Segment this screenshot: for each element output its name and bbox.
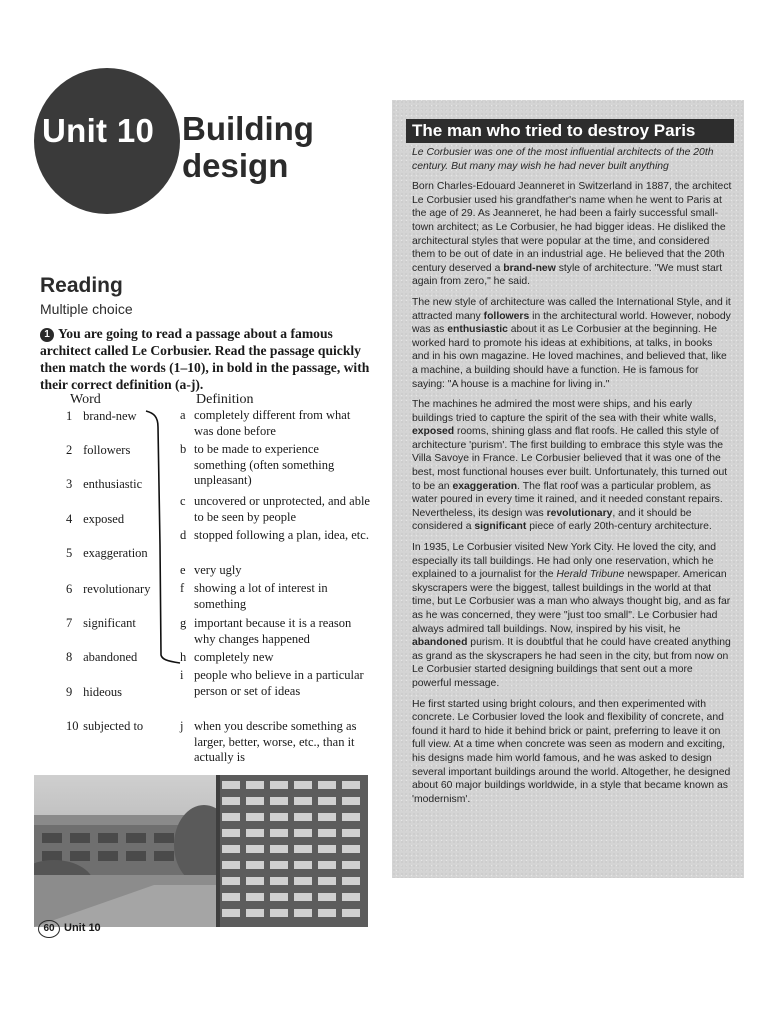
word-item: 4 exposed (66, 512, 125, 526)
article-body (412, 146, 732, 813)
bold-word: revolutionary (546, 507, 613, 519)
section-subheading: Multiple choice (40, 301, 133, 317)
bold-word: exposed (412, 426, 455, 438)
unit-title-line1: Building (182, 110, 314, 147)
definition-item: g important because it is a reason why changes happened (180, 616, 352, 646)
bold-word: significant (474, 521, 527, 533)
word-item: 10 subjected to (66, 719, 144, 733)
definition-item: f showing a lot of interest in something (180, 581, 328, 611)
article-paragraph: The new style of architecture was called the International Style, and it attracted many followers in the architectural world. However, nobody was as enthusiastic about it as Le Corbusier at the beginning. He worked hard to promote his ideas at exhibitions, at talks, in books and in his own magazine. He loved machines, and believed that, like a machine, a building should have a function. He is famous for saying: "A house is a machine for living in." (412, 296, 731, 390)
word-item: 8 abandoned (66, 650, 138, 664)
word-item: 5 exaggeration (66, 546, 148, 560)
footer-unit-label: Unit 10 (64, 922, 101, 934)
bold-word: enthusiastic (447, 324, 508, 336)
article-title: The man who tried to destroy Paris (406, 119, 734, 143)
article-paragraph: He first started using bright colours, and then experimented with concrete. Le Corbusier loved the look and flexibility of concrete, and found it hard to hide it behind brick or paint, preferring to leave it on full view. At a time when concrete was seen as modern and exciting, his designs made him world famous, and he was asked to design several important buildings around the world. Altogether, he designed about 60 major buildings worldwide, in a style that became known as 'modernism'. (412, 698, 731, 805)
definition-item: c uncovered or unprotected, and able to be seen by people (180, 494, 370, 524)
definition-item: a completely different from what was done before (180, 408, 351, 438)
newspaper-name: Herald Tribune (556, 569, 625, 581)
definition-item: e very ugly (180, 563, 242, 577)
article-paragraph: The machines he admired the most were ships, and his early buildings tried to capture the spirit of the sea with their white walls, exposed rooms, shining glass and flat roofs. He called this style of architecture 'purism'. The first building to embrace this style was the Villa Savoye in France. Le Corbusier believed that it was one of the best, most functional houses ever built. Unfortunately, this turned out to be an exaggeration. The flat roof was a particular problem, as water poured in every time it rained, and it needed constant repairs. Nevertheless, its design was revolutionary, and it should be considered a significant piece of early 20th-century architecture. (412, 399, 728, 533)
task-instructions (40, 325, 370, 393)
page-footer (38, 920, 101, 938)
definition-item: b to be made to experience something (often something unpleasant) (180, 442, 335, 487)
definition-column-header: Definition (196, 392, 254, 407)
word-column-header: Word (70, 392, 101, 407)
task-text: You are going to read a passage about a famous architect called Le Corbusier. Read the passage quickly then match the words (1–10), in bold in the passage, with their correct definition (a-j). (40, 326, 370, 392)
bold-word: abandoned (412, 637, 468, 649)
word-item: 3 enthusiastic (66, 477, 143, 491)
word-item: 2 followers (66, 443, 131, 457)
definition-item: i people who believe in a particular person or set of ideas (180, 668, 364, 698)
word-item: 1 brand-new (66, 409, 137, 423)
word-item: 9 hideous (66, 685, 123, 699)
unit-title-line2: design (182, 147, 289, 184)
word-item: 6 revolutionary (66, 582, 151, 596)
page-number: 60 (38, 920, 60, 938)
bold-word: brand-new (503, 262, 556, 274)
unit-label: Unit 10 (42, 112, 155, 149)
building-photo (34, 775, 368, 927)
bold-word: exaggeration (452, 480, 518, 492)
unit-title (182, 110, 314, 184)
definition-item: h completely new (180, 650, 274, 664)
definition-item: j when you describe something as larger, better, worse, etc., than it actually is (180, 719, 357, 764)
definition-item: d stopped following a plan, idea, etc. (180, 528, 369, 542)
word-item: 7 significant (66, 616, 136, 630)
task-number-badge: 1 (40, 328, 54, 342)
article-paragraph: In 1935, Le Corbusier visited New York City. He loved the city, and especially its tall buildings. He had only one reservation, which he explained to a journalist for the Herald Tribune newspaper. American skyscrapers were the biggest, tallest buildings in the world at that time, but Le Corbusier was a man who always thought big, and as far as he was concerned, they were "just too small". Le Corbusier had always admired tall buildings. Now, inspired by his visit, he abandoned purism. It is doubtful that he could have created anything as grand as the skyscrapers he had seen in the city, but from now on Le Corbusier started designing buildings that sent out a more powerful message. (412, 542, 731, 689)
section-heading: Reading (40, 274, 123, 297)
article-paragraph: Born Charles-Edouard Jeanneret in Switzerland in 1887, the architect Le Corbusier used his grandfather's name when he went to Paris at the age of 29. As Jeanneret, he had been a fairly successful small-town architect; as Le Corbusier, he had bigger ideas. He disliked the architectural styles that were popular at the time, and considered them to be out of date in an industrial age. He believed that the 20th century deserved a brand-new style of architecture. "We must start again from zero," he said. (412, 181, 732, 288)
article-intro: Le Corbusier was one of the most influential architects of the 20th century. But many may wish he had never built anything (412, 147, 714, 172)
bold-word: followers (483, 310, 530, 322)
